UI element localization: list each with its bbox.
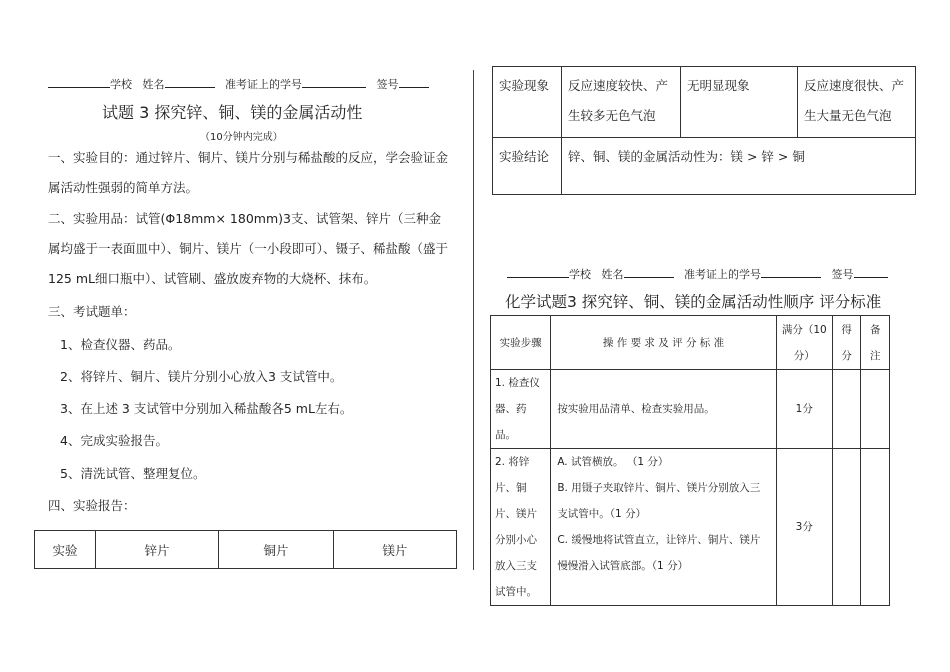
school-label: 学校 [110,78,132,91]
step-3: 3、在上述 3 支试管中分别加入稀盐酸各5 mL左右。 [60,401,353,416]
report-col-experiment: 实验 [35,531,96,569]
scoring-row-1-step: 1. 检查仪器、药品。 [491,370,551,449]
conclusion-label: 实验结论 [493,138,562,195]
sign-blank[interactable] [399,76,429,88]
step-4: 4、完成实验报告。 [60,433,168,448]
scoring-row-1-points: 1分 [776,370,832,449]
scoring-row-1-criteria: 按实验用品清单、检查实验用品。 [551,370,776,449]
sign-blank[interactable] [854,266,888,278]
report-col-magnesium: 镁片 [334,531,457,569]
scoring-row-2-score[interactable] [832,449,861,606]
right-title: 化学试题3 探究锌、铜、镁的金属活动性顺序 评分标准 [505,293,882,311]
step-5: 5、清洗试管、整理复位。 [60,466,206,481]
sign-label: 签号 [831,268,854,281]
scoring-row-1-remark[interactable] [861,370,890,449]
criteria-item-b: B. 用镊子夹取锌片、铜片、镁片分别放入三支试管中。（1 分） [557,482,761,520]
copper-phenomenon: 无明显现象 [681,67,798,138]
step-2: 2、将锌片、铜片、镁片分别小心放入3 支试管中。 [60,369,343,384]
scoring-row-1-score[interactable] [832,370,861,449]
name-label: 姓名 [601,268,624,281]
exam-no-label: 准考证上的学号 [684,268,761,281]
materials-paragraph: 二、实验用品：试管(Φ18mm× 180mm)3支、试管架、锌片（三种金属均盛于一表面皿中）、铜片、镁片（一小段即可）、镊子、稀盐酸（盛于125 mL细口瓶中）、试管刷、盛放废弃物的大烧杯、抹布。 [48,211,449,286]
left-header-fields [48,76,429,92]
right-header-fields [507,266,888,282]
exam-no-blank[interactable] [761,266,821,278]
scoring-col-remark: 备注 [861,316,890,370]
page-divider [473,70,474,570]
scoring-table [490,315,890,606]
time-note: （10分钟内完成） [200,132,283,143]
scoring-row-2-step: 2. 将锌片、铜片、镁片分别小心放入三支试管中。 [491,449,551,606]
name-blank[interactable] [165,76,215,88]
criteria-item-c: C. 缓慢地将试管直立，让锌片、铜片、镁片慢慢滑入试管底部。（1 分） [557,534,761,572]
report-heading: 四、实验报告： [48,498,136,513]
school-label: 学校 [569,268,591,281]
report-table [34,530,457,569]
scoring-row-2-remark[interactable] [861,449,890,606]
exam-no-blank[interactable] [302,76,366,88]
name-blank[interactable] [624,266,674,278]
zinc-phenomenon: 反应速度较快、产生较多无色气泡 [562,67,681,138]
report-col-zinc: 锌片 [96,531,219,569]
scoring-row-2-points: 3分 [776,449,832,606]
school-blank[interactable] [507,266,569,278]
criteria-item-a: A. 试管横放。 （1 分） [557,456,669,468]
left-title: 试题 3 探究锌、铜、镁的金属活动性 [102,103,363,122]
report-col-copper: 铜片 [219,531,334,569]
school-blank[interactable] [48,76,110,88]
exam-list-heading: 三、考试题单： [48,304,136,319]
step-1: 1、检查仪器、药品。 [60,337,181,352]
purpose-paragraph: 一、实验目的：通过锌片、铜片、镁片分别与稀盐酸的反应，学会验证金属活动性强弱的简单方法。 [48,150,449,195]
sign-label: 签号 [376,78,399,91]
scoring-col-score: 得分 [832,316,861,370]
result-table [492,66,916,195]
name-label: 姓名 [142,78,165,91]
scoring-col-criteria: 操 作 要 求 及 评 分 标 准 [551,316,776,370]
magnesium-phenomenon: 反应速度很快、产生大量无色气泡 [798,67,916,138]
exam-no-label: 准考证上的学号 [225,78,302,91]
scoring-col-full-score: 满分（10 分） [776,316,832,370]
scoring-row-2-criteria [551,449,776,606]
conclusion-text: 锌、铜、镁的金属活动性为：镁 > 锌 > 铜 [562,138,916,195]
phenomenon-label: 实验现象 [493,67,562,138]
scoring-col-step: 实验步骤 [491,316,551,370]
